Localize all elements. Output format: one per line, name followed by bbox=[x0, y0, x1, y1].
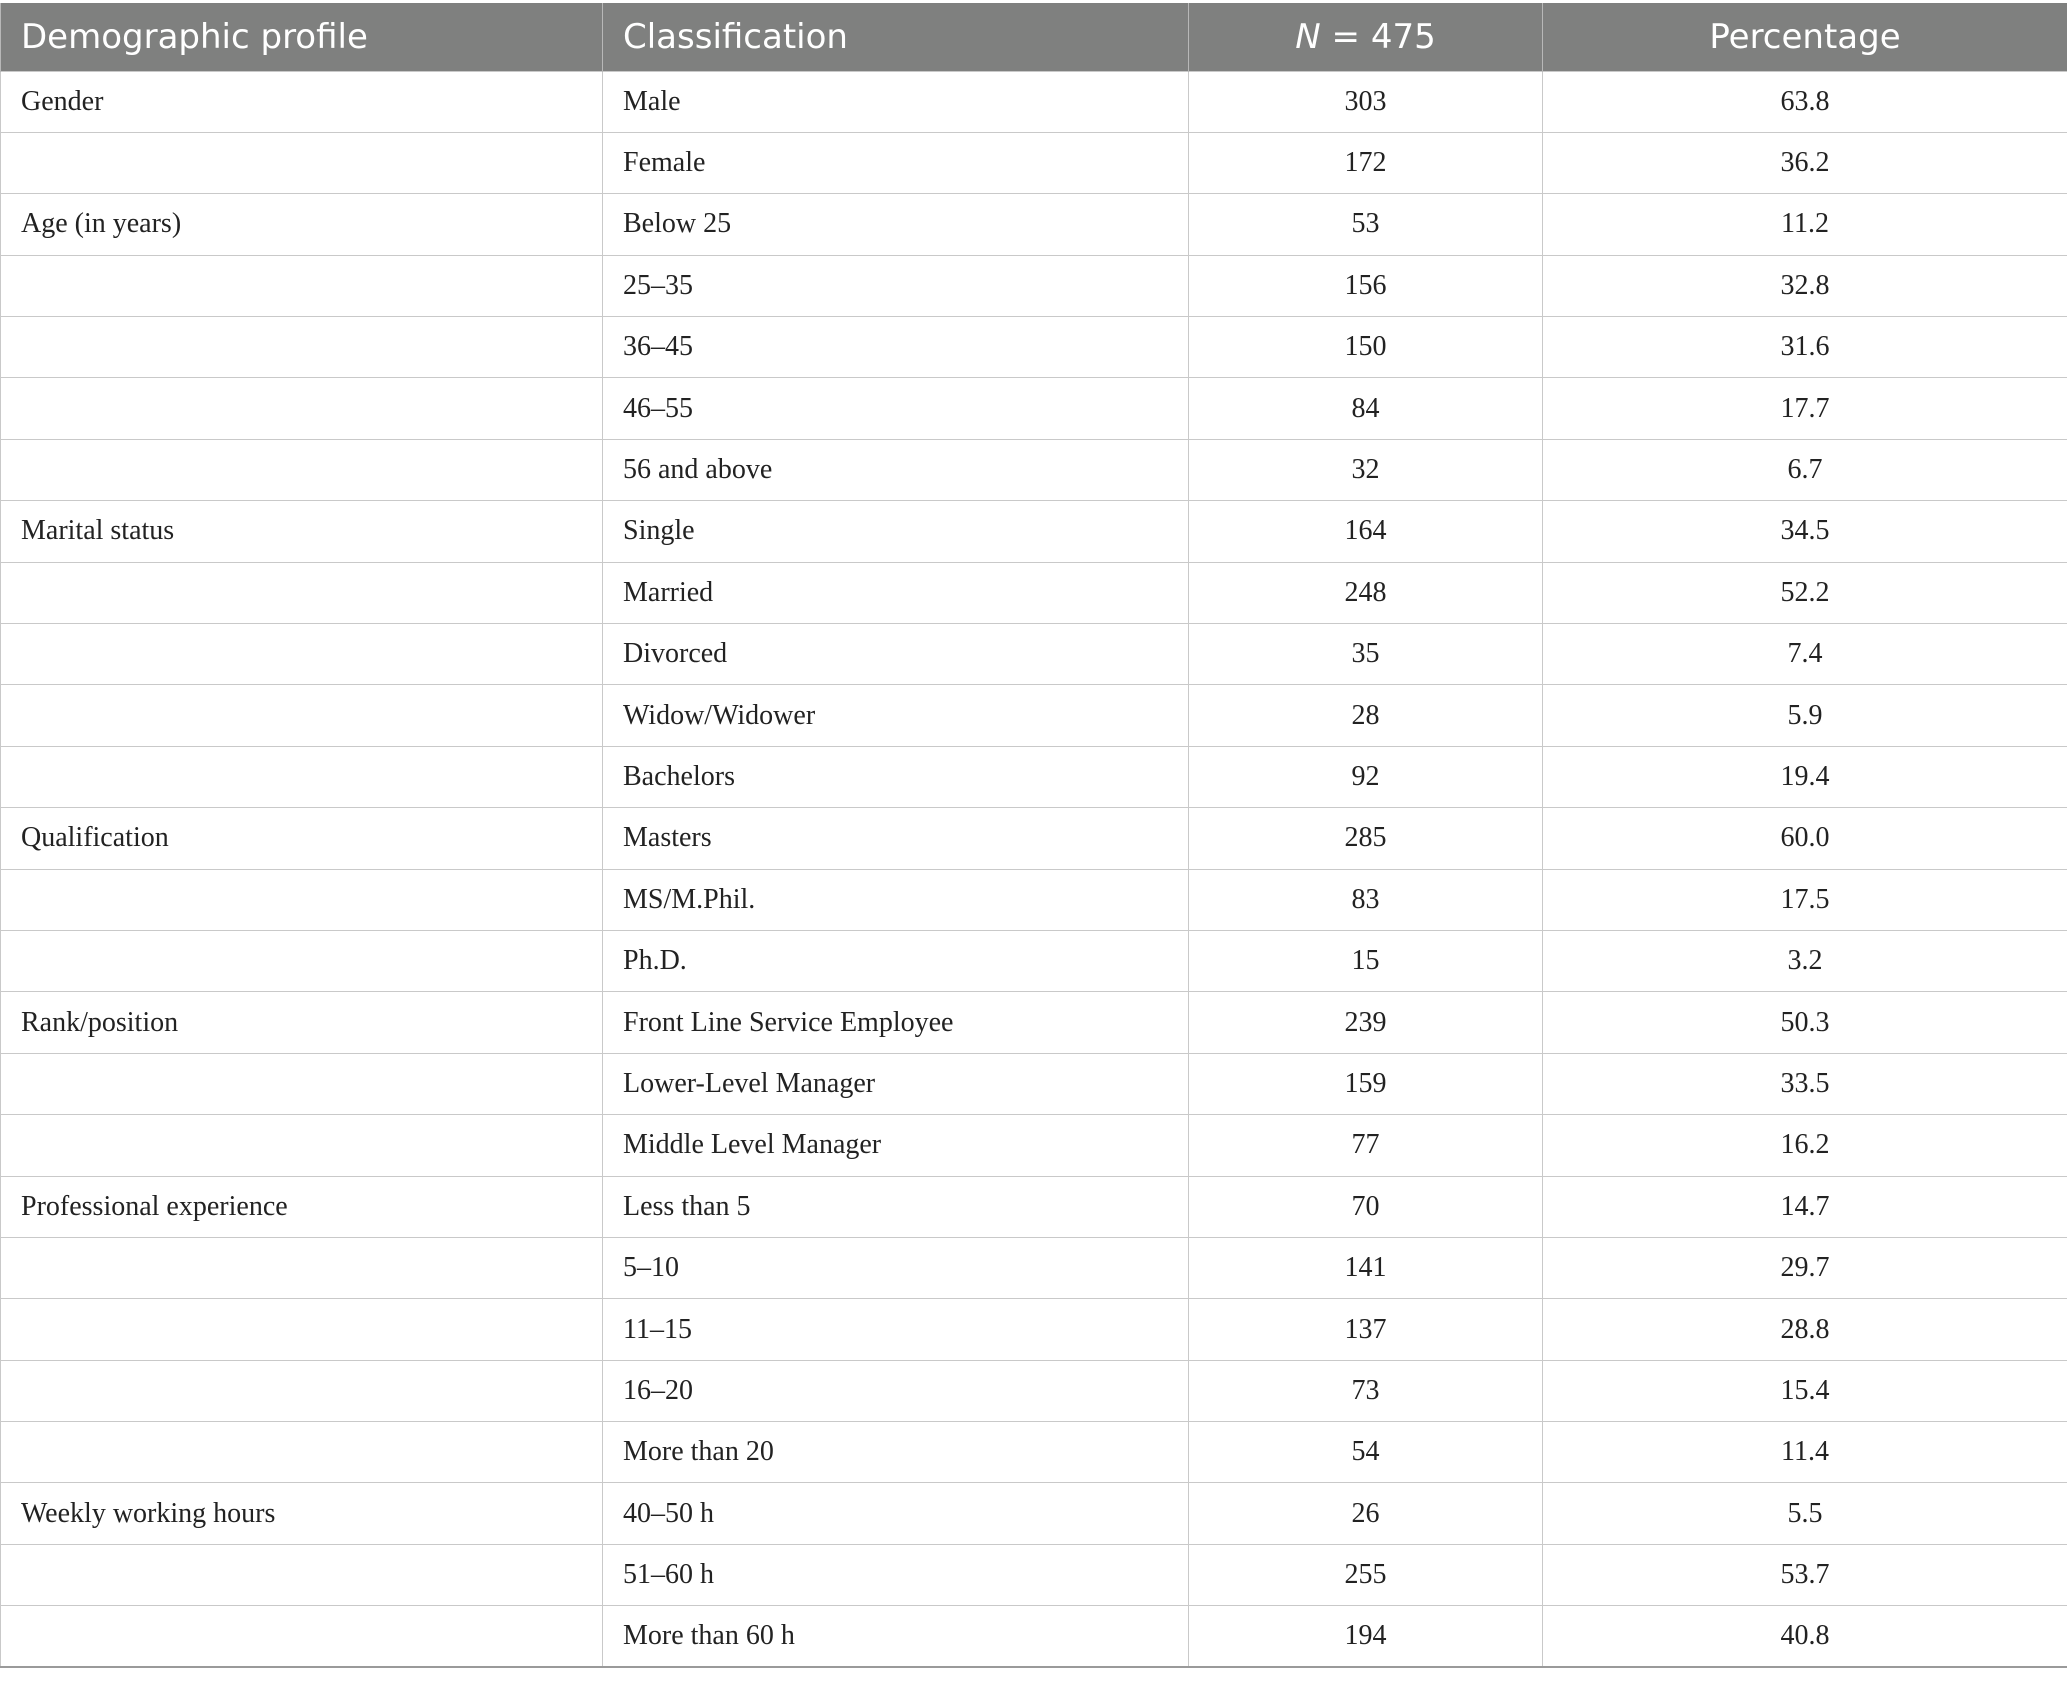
table-body bbox=[1, 71, 2067, 1667]
cell-demographic-profile bbox=[1, 1053, 603, 1114]
cell-demographic-profile bbox=[1, 255, 603, 316]
cell-n-count: 164 bbox=[1189, 501, 1543, 562]
cell-demographic-profile: Gender bbox=[1, 71, 603, 132]
header-n-value: = 475 bbox=[1320, 16, 1436, 57]
cell-classification: 46–55 bbox=[603, 378, 1189, 439]
cell-n-count: 92 bbox=[1189, 746, 1543, 807]
cell-demographic-profile bbox=[1, 439, 603, 500]
cell-demographic-profile bbox=[1, 746, 603, 807]
table-row bbox=[1, 1176, 2067, 1237]
cell-n-count: 53 bbox=[1189, 194, 1543, 255]
cell-percentage: 50.3 bbox=[1543, 992, 2067, 1053]
cell-demographic-profile bbox=[1, 930, 603, 991]
cell-percentage: 29.7 bbox=[1543, 1237, 2067, 1298]
cell-n-count: 84 bbox=[1189, 378, 1543, 439]
cell-classification: Middle Level Manager bbox=[603, 1115, 1189, 1176]
cell-n-count: 28 bbox=[1189, 685, 1543, 746]
table-row bbox=[1, 439, 2067, 500]
cell-n-count: 150 bbox=[1189, 317, 1543, 378]
cell-percentage: 3.2 bbox=[1543, 930, 2067, 991]
table-row bbox=[1, 1360, 2067, 1421]
header-row bbox=[1, 3, 2067, 71]
cell-percentage: 16.2 bbox=[1543, 1115, 2067, 1176]
cell-percentage: 33.5 bbox=[1543, 1053, 2067, 1114]
table-row bbox=[1, 746, 2067, 807]
cell-demographic-profile bbox=[1, 1237, 603, 1298]
table-row bbox=[1, 132, 2067, 193]
cell-percentage: 36.2 bbox=[1543, 132, 2067, 193]
cell-demographic-profile bbox=[1, 869, 603, 930]
table-row bbox=[1, 992, 2067, 1053]
cell-n-count: 285 bbox=[1189, 808, 1543, 869]
cell-classification: Below 25 bbox=[603, 194, 1189, 255]
cell-percentage: 19.4 bbox=[1543, 746, 2067, 807]
header-n-count bbox=[1189, 3, 1543, 71]
header-demographic-profile: Demographic profile bbox=[1, 3, 603, 71]
cell-demographic-profile bbox=[1, 1299, 603, 1360]
cell-n-count: 77 bbox=[1189, 1115, 1543, 1176]
cell-classification: Bachelors bbox=[603, 746, 1189, 807]
cell-n-count: 54 bbox=[1189, 1422, 1543, 1483]
cell-demographic-profile bbox=[1, 132, 603, 193]
demographic-table-container bbox=[0, 3, 2067, 1668]
cell-classification: Divorced bbox=[603, 624, 1189, 685]
cell-percentage: 11.2 bbox=[1543, 194, 2067, 255]
table-row bbox=[1, 71, 2067, 132]
table-row bbox=[1, 808, 2067, 869]
cell-percentage: 52.2 bbox=[1543, 562, 2067, 623]
header-n-symbol: N bbox=[1295, 16, 1321, 57]
demographic-table bbox=[0, 3, 2067, 1668]
table-row bbox=[1, 624, 2067, 685]
table-header bbox=[1, 3, 2067, 71]
cell-classification: 16–20 bbox=[603, 1360, 1189, 1421]
cell-demographic-profile bbox=[1, 1544, 603, 1605]
cell-percentage: 5.5 bbox=[1543, 1483, 2067, 1544]
cell-percentage: 7.4 bbox=[1543, 624, 2067, 685]
cell-demographic-profile bbox=[1, 1606, 603, 1667]
cell-percentage: 63.8 bbox=[1543, 71, 2067, 132]
cell-classification: Less than 5 bbox=[603, 1176, 1189, 1237]
cell-percentage: 32.8 bbox=[1543, 255, 2067, 316]
table-row bbox=[1, 1544, 2067, 1605]
cell-n-count: 159 bbox=[1189, 1053, 1543, 1114]
table-row bbox=[1, 930, 2067, 991]
table-row bbox=[1, 1115, 2067, 1176]
cell-demographic-profile: Rank/position bbox=[1, 992, 603, 1053]
table-row bbox=[1, 501, 2067, 562]
cell-percentage: 60.0 bbox=[1543, 808, 2067, 869]
cell-n-count: 172 bbox=[1189, 132, 1543, 193]
cell-n-count: 255 bbox=[1189, 1544, 1543, 1605]
cell-n-count: 26 bbox=[1189, 1483, 1543, 1544]
cell-classification: 11–15 bbox=[603, 1299, 1189, 1360]
cell-percentage: 6.7 bbox=[1543, 439, 2067, 500]
cell-classification: Female bbox=[603, 132, 1189, 193]
cell-demographic-profile bbox=[1, 624, 603, 685]
header-percentage: Percentage bbox=[1543, 3, 2067, 71]
cell-demographic-profile: Weekly working hours bbox=[1, 1483, 603, 1544]
cell-classification: More than 60 h bbox=[603, 1606, 1189, 1667]
cell-percentage: 31.6 bbox=[1543, 317, 2067, 378]
cell-classification: Front Line Service Employee bbox=[603, 992, 1189, 1053]
cell-demographic-profile bbox=[1, 317, 603, 378]
table-row bbox=[1, 869, 2067, 930]
table-row bbox=[1, 1422, 2067, 1483]
cell-n-count: 194 bbox=[1189, 1606, 1543, 1667]
cell-classification: 5–10 bbox=[603, 1237, 1189, 1298]
cell-n-count: 137 bbox=[1189, 1299, 1543, 1360]
table-row bbox=[1, 1483, 2067, 1544]
cell-n-count: 83 bbox=[1189, 869, 1543, 930]
cell-n-count: 141 bbox=[1189, 1237, 1543, 1298]
cell-classification: Male bbox=[603, 71, 1189, 132]
cell-percentage: 11.4 bbox=[1543, 1422, 2067, 1483]
cell-demographic-profile bbox=[1, 1360, 603, 1421]
table-row bbox=[1, 1053, 2067, 1114]
cell-n-count: 15 bbox=[1189, 930, 1543, 991]
cell-classification: Widow/Widower bbox=[603, 685, 1189, 746]
cell-classification: Masters bbox=[603, 808, 1189, 869]
cell-percentage: 53.7 bbox=[1543, 1544, 2067, 1605]
table-row bbox=[1, 317, 2067, 378]
cell-percentage: 28.8 bbox=[1543, 1299, 2067, 1360]
cell-classification: 36–45 bbox=[603, 317, 1189, 378]
table-row bbox=[1, 255, 2067, 316]
cell-percentage: 17.5 bbox=[1543, 869, 2067, 930]
cell-demographic-profile: Age (in years) bbox=[1, 194, 603, 255]
cell-classification: Single bbox=[603, 501, 1189, 562]
cell-n-count: 32 bbox=[1189, 439, 1543, 500]
table-row bbox=[1, 194, 2067, 255]
cell-n-count: 239 bbox=[1189, 992, 1543, 1053]
cell-classification: 25–35 bbox=[603, 255, 1189, 316]
table-row bbox=[1, 562, 2067, 623]
cell-demographic-profile: Professional experience bbox=[1, 1176, 603, 1237]
cell-demographic-profile: Marital status bbox=[1, 501, 603, 562]
cell-classification: 40–50 h bbox=[603, 1483, 1189, 1544]
cell-percentage: 15.4 bbox=[1543, 1360, 2067, 1421]
cell-percentage: 5.9 bbox=[1543, 685, 2067, 746]
cell-classification: Ph.D. bbox=[603, 930, 1189, 991]
cell-n-count: 35 bbox=[1189, 624, 1543, 685]
table-row bbox=[1, 378, 2067, 439]
cell-classification: MS/M.Phil. bbox=[603, 869, 1189, 930]
cell-demographic-profile bbox=[1, 1115, 603, 1176]
cell-demographic-profile bbox=[1, 1422, 603, 1483]
cell-classification: More than 20 bbox=[603, 1422, 1189, 1483]
cell-demographic-profile bbox=[1, 685, 603, 746]
cell-classification: 56 and above bbox=[603, 439, 1189, 500]
cell-demographic-profile bbox=[1, 562, 603, 623]
header-classification: Classification bbox=[603, 3, 1189, 71]
cell-n-count: 73 bbox=[1189, 1360, 1543, 1421]
cell-n-count: 303 bbox=[1189, 71, 1543, 132]
table-row bbox=[1, 1606, 2067, 1667]
cell-n-count: 248 bbox=[1189, 562, 1543, 623]
cell-classification: Married bbox=[603, 562, 1189, 623]
cell-percentage: 14.7 bbox=[1543, 1176, 2067, 1237]
cell-classification: 51–60 h bbox=[603, 1544, 1189, 1605]
cell-percentage: 34.5 bbox=[1543, 501, 2067, 562]
cell-n-count: 70 bbox=[1189, 1176, 1543, 1237]
cell-percentage: 40.8 bbox=[1543, 1606, 2067, 1667]
cell-n-count: 156 bbox=[1189, 255, 1543, 316]
cell-demographic-profile: Qualification bbox=[1, 808, 603, 869]
table-row bbox=[1, 1299, 2067, 1360]
cell-demographic-profile bbox=[1, 378, 603, 439]
cell-percentage: 17.7 bbox=[1543, 378, 2067, 439]
table-row bbox=[1, 1237, 2067, 1298]
table-row bbox=[1, 685, 2067, 746]
cell-classification: Lower-Level Manager bbox=[603, 1053, 1189, 1114]
